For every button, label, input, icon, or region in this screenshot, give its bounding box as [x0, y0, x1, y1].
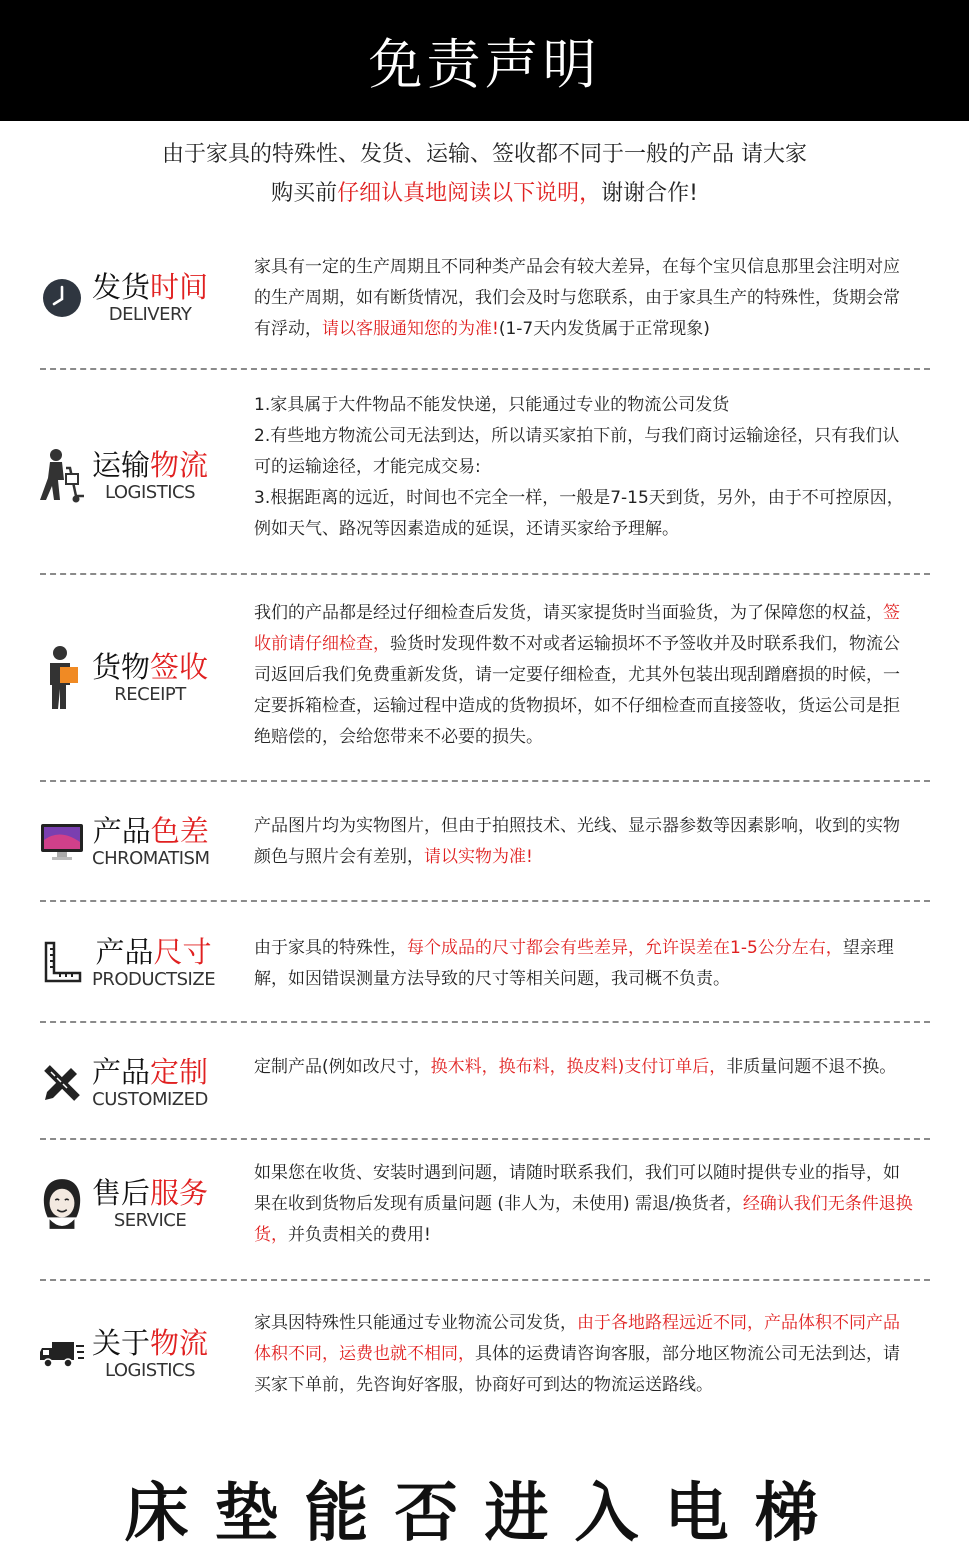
- pencil-ruler-icon: [40, 1061, 84, 1105]
- page-header: [0, 0, 969, 121]
- section-label: [40, 650, 240, 706]
- section-label: [40, 1326, 240, 1382]
- delivery-person-icon: [40, 454, 84, 498]
- section-service: [40, 1158, 930, 1258]
- section-subtitle: SERVICE: [113, 1210, 187, 1231]
- page-title: 免责声明: [368, 33, 601, 96]
- section-label: [40, 448, 240, 504]
- section-subtitle: LOGISTICS: [104, 1360, 196, 1381]
- section-subtitle: CHROMATISM: [92, 848, 210, 869]
- intro-line-1: 由于家具的特殊性、发货、运输、签收都不同于一般的产品 请大家: [162, 142, 807, 167]
- clock-icon: [40, 276, 84, 320]
- section-subtitle: PRODUCTSIZE: [92, 969, 216, 990]
- section-body: 我们的产品都是经过仔细检查后发货，请买家提货时当面验货，为了保障您的权益，签收前请仔细检查，验货时发现件数不对或者运输损坏不予签收并及时联系我们，物流公司返回后我们免费重新发货，请一定要仔细检查，尤其外包装出现刮蹭磨损的时候，一定要拆箱检查，运输过程中造成的货物损坏，如不仔细检查而直接签收，货运公司是拒绝赔偿的，会给您带来不必要的损失。: [254, 603, 900, 747]
- divider: [40, 900, 930, 902]
- section-title: 产品尺寸: [95, 935, 212, 969]
- section-title: 发货时间: [92, 270, 209, 304]
- section-label: [40, 1176, 240, 1232]
- section-title: 产品定制: [92, 1055, 209, 1089]
- divider: [40, 1021, 930, 1023]
- section-subtitle: LOGISTICS: [104, 482, 196, 503]
- section-body: 如果您在收货、安装时遇到问题，请随时联系我们，我们可以随时提供专业的指导，如果在收到货物后发现有质量问题 (非人为，未使用) 需退/换货者，经确认我们无条件退换货，并负责相关的费用!: [254, 1163, 913, 1245]
- section-subtitle: CUSTOMIZED: [92, 1089, 208, 1110]
- section-subtitle: DELIVERY: [108, 304, 192, 325]
- section-label: [40, 270, 240, 326]
- person-box-icon: [40, 656, 84, 700]
- intro-line-2-start: 购买前: [271, 181, 338, 206]
- monitor-icon: [40, 820, 84, 864]
- section-about-logistics: [40, 1308, 930, 1408]
- section-title: 货物签收: [92, 650, 209, 684]
- section-body: 家具因特殊性只能通过专业物流公司发货，由于各地路程远近不同，产品体积不同产品体积不同，运费也就不相同，具体的运费请咨询客服，部分地区物流公司无法到达，请买家下单前，先咨询好客服，协商好可到达的物流运送路线。: [254, 1313, 900, 1395]
- section-title: 售后服务: [92, 1176, 209, 1210]
- section-receipt: [40, 598, 930, 758]
- section-logistics: [40, 390, 930, 550]
- section-body: 定制产品(例如改尺寸，换木料，换布料，换皮料)支付订单后，非质量问题不退不换。: [254, 1057, 897, 1077]
- list-item: 3.根据距离的远近，时间也不完全一样，一般是7-15天到货，另外，由于不可控原因，例如天气、路况等因素造成的延误，还请买家给予理解。: [254, 488, 904, 539]
- list-item: 1.家具属于大件物品不能发快递，只能通过专业的物流公司发货: [254, 395, 730, 415]
- ruler-icon: [40, 941, 84, 985]
- section-body: [254, 390, 914, 545]
- section-body: 产品图片均为实物图片，但由于拍照技术、光线、显示器参数等因素影响，收到的实物颜色与照片会有差别，请以实物为准!: [254, 816, 900, 867]
- divider: [40, 573, 930, 575]
- section-delivery: [40, 252, 930, 352]
- section-label: [40, 935, 240, 991]
- section-title: 关于物流: [92, 1326, 209, 1360]
- intro-text: [0, 135, 969, 213]
- truck-icon: [40, 1332, 84, 1376]
- headset-agent-icon: [40, 1182, 84, 1226]
- section-product-size: [40, 933, 930, 1003]
- intro-line-2: [0, 174, 969, 213]
- intro-line-2-end: 谢谢合作!: [601, 181, 698, 206]
- section-title: 运输物流: [92, 448, 209, 482]
- section-title: 产品色差: [92, 814, 209, 848]
- divider: [40, 368, 930, 370]
- divider: [40, 1279, 930, 1281]
- section-subtitle: RECEIPT: [114, 684, 186, 705]
- list-item: 2.有些地方物流公司无法到达，所以请买家拍下前，与我们商讨运输途径，只有我们认可的运输途径，才能完成交易:: [254, 426, 900, 477]
- section-body: 家具有一定的生产周期且不同种类产品会有较大差异，在每个宝贝信息那里会注明对应的生产周期，如有断货情况，我们会及时与您联系，由于家具生产的特殊性，货期会常有浮动，请以客服通知您的为准!(1-7天内发货属于正常现象): [254, 257, 900, 339]
- intro-highlight: 仔细认真地阅读以下说明，: [337, 181, 602, 206]
- section-body: 由于家具的特殊性，每个成品的尺寸都会有些差异，允许误差在1-5公分左右，望亲理解，如因错误测量方法导致的尺寸等相关问题，我司概不负责。: [254, 938, 894, 989]
- section-label: [40, 1055, 240, 1111]
- section-customized: [40, 1052, 930, 1122]
- divider: [40, 780, 930, 782]
- section-label: [40, 814, 240, 870]
- next-section-title: 床垫能否进入电梯: [124, 1477, 845, 1551]
- divider: [40, 1138, 930, 1140]
- section-chromatism: [40, 811, 930, 881]
